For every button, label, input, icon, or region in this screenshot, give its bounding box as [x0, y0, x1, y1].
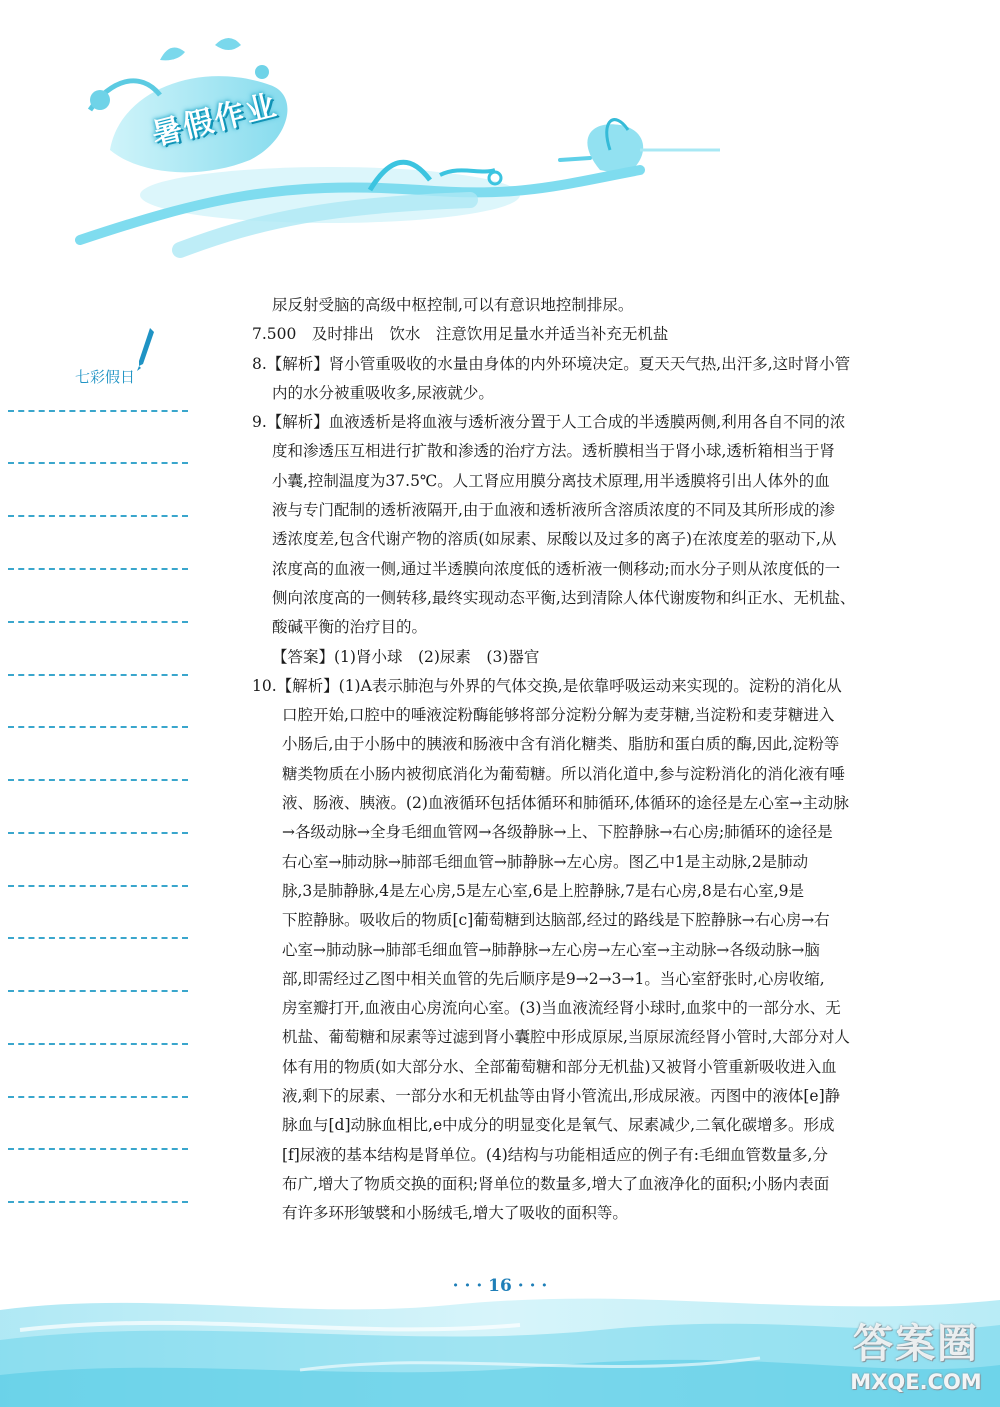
sidebar-dash-line [8, 674, 188, 676]
sidebar-dash-line [8, 937, 188, 939]
text-line: 脉,3是肺静脉,4是左心房,5是左心室,6是上腔静脉,7是右心房,8是右心室,9是 [282, 881, 805, 900]
sidebar-dash-line [8, 621, 188, 623]
text-line: 9.【解析】血液透析是将血液与透析液分置于人工合成的半透膜两侧,利用各自不同的浓 [252, 413, 846, 432]
answer-line: 【答案】(1)肾小球 (2)尿素 (3)器官 [272, 647, 540, 666]
sidebar-label: 七彩假日 [75, 368, 136, 386]
sidebar-dash-line [8, 990, 188, 992]
text-line: 糖类物质在小肠内被彻底消化为葡萄糖。所以消化道中,参与淀粉消化的消化液有唾 [282, 764, 845, 783]
sidebar-dash-line [8, 1148, 188, 1150]
text-line: 右心室→肺动脉→肺部毛细血管→肺静脉→左心房。图乙中1是主动脉,2是肺动 [282, 852, 809, 871]
header-decoration [0, 0, 1000, 260]
sidebar-dash-line [8, 832, 188, 834]
text-line: 酸碱平衡的治疗目的。 [272, 618, 428, 637]
header-title: 暑假作业 [148, 87, 282, 153]
text-line: 7.500 及时排出 饮水 注意饮用足量水并适当补充无机盐 [252, 325, 669, 344]
text-line: 部,即需经过乙图中相关血管的先后顺序是9→2→3→1。当心室舒张时,心房收缩, [282, 969, 825, 988]
sidebar-dash-line [8, 515, 188, 517]
text-line: 度和渗透压互相进行扩散和渗透的治疗方法。透析膜相当于肾小球,透析箱相当于肾 [272, 442, 835, 461]
sidebar-dash-line [8, 1201, 188, 1203]
text-line: 有许多环形皱襞和小肠绒毛,增大了吸收的面积等。 [282, 1204, 628, 1223]
text-line: 心室→肺动脉→肺部毛细血管→肺静脉→左心房→左心室→主动脉→各级动脉→脑 [282, 940, 820, 959]
text-line: [f]尿液的基本结构是肾单位。(4)结构与功能相适应的例子有:毛细血管数量多,分 [282, 1145, 828, 1164]
sidebar [0, 320, 200, 1250]
sidebar-dash-line [8, 462, 188, 464]
text-line: 浓度高的血液一侧,通过半透膜向浓度低的透析液一侧移动;而水分子则从浓度低的一 [272, 559, 841, 578]
answer-text [252, 291, 892, 1229]
text-line: 透浓度差,包含代谢产物的溶质(如尿素、尿酸以及过多的离子)在浓度差的驱动下,从 [272, 530, 837, 549]
sidebar-dash-line [8, 726, 188, 728]
page-number: · · · 16 · · · [452, 1276, 548, 1296]
text-line: 机盐、葡萄糖和尿素等过滤到肾小囊腔中形成原尿,当原尿流经肾小管时,大部分对人 [282, 1028, 850, 1047]
text-line: 脉血与[d]动脉血相比,e中成分的明显变化是氧气、尿素减少,二氧化碳增多。形成 [282, 1116, 835, 1135]
sidebar-dash-line [8, 885, 188, 887]
text-line: 小肠后,由于小肠中的胰液和肠液中含有消化糖类、脂肪和蛋白质的酶,因此,淀粉等 [282, 735, 840, 754]
text-line: 8.【解析】肾小管重吸收的水量由身体的内外环境决定。夏天天气热,出汗多,这时肾小管 [252, 354, 851, 373]
sidebar-dash-line [8, 410, 188, 412]
text-line: 10.【解析】(1)A表示肺泡与外界的气体交换,是依靠呼吸运动来实现的。淀粉的消化从 [252, 676, 842, 695]
text-line: 布广,增大了物质交换的面积;肾单位的数量多,增大了血液净化的面积;小肠内表面 [282, 1174, 830, 1193]
watermark-url: MXQE.COM [850, 1370, 982, 1394]
text-line: 房室瓣打开,血液由心房流向心室。(3)当血液流经肾小球时,血浆中的一部分水、无 [282, 999, 841, 1018]
text-line: 口腔开始,口腔中的唾液淀粉酶能够将部分淀粉分解为麦芽糖,当淀粉和麦芽糖进入 [282, 706, 835, 725]
sidebar-dash-line [8, 1096, 188, 1098]
text-line: 内的水分被重吸收多,尿液就少。 [272, 383, 494, 402]
text-line: 体有用的物质(如大部分水、全部葡萄糖和部分无机盐)又被肾小管重新吸收进入血 [282, 1057, 837, 1076]
text-line: 下腔静脉。吸收后的物质[c]葡萄糖到达脑部,经过的路线是下腔静脉→右心房→右 [282, 911, 830, 930]
pen-icon [136, 326, 156, 372]
text-line: 液与专门配制的透析液隔开,由于血液和透析液所含溶质浓度的不同及其所形成的渗 [272, 501, 835, 520]
text-line: 侧向浓度高的一侧转移,最终实现动态平衡,达到清除人体代谢废物和纠正水、无机盐、 [272, 588, 856, 607]
sidebar-dash-line [8, 779, 188, 781]
text-line: →各级动脉→全身毛细血管网→各级静脉→上、下腔静脉→右心房;肺循环的途径是 [282, 823, 833, 842]
sidebar-dash-line [8, 1043, 188, 1045]
text-line: 小囊,控制温度为37.5℃。人工肾应用膜分离技术原理,用半透膜将引出人体外的血 [272, 471, 830, 490]
text-line: 液,剩下的尿素、一部分水和无机盐等由肾小管流出,形成尿液。丙图中的液体[e]静 [282, 1087, 841, 1106]
text-line: 尿反射受脑的高级中枢控制,可以有意识地控制排尿。 [272, 296, 634, 314]
sidebar-dash-line [8, 568, 188, 570]
watermark-text: 答案圈 [853, 1321, 979, 1367]
watermark-logo [838, 1312, 994, 1406]
text-line: 液、肠液、胰液。(2)血液循环包括体循环和肺循环,体循环的途径是左心室→主动脉 [282, 794, 849, 813]
